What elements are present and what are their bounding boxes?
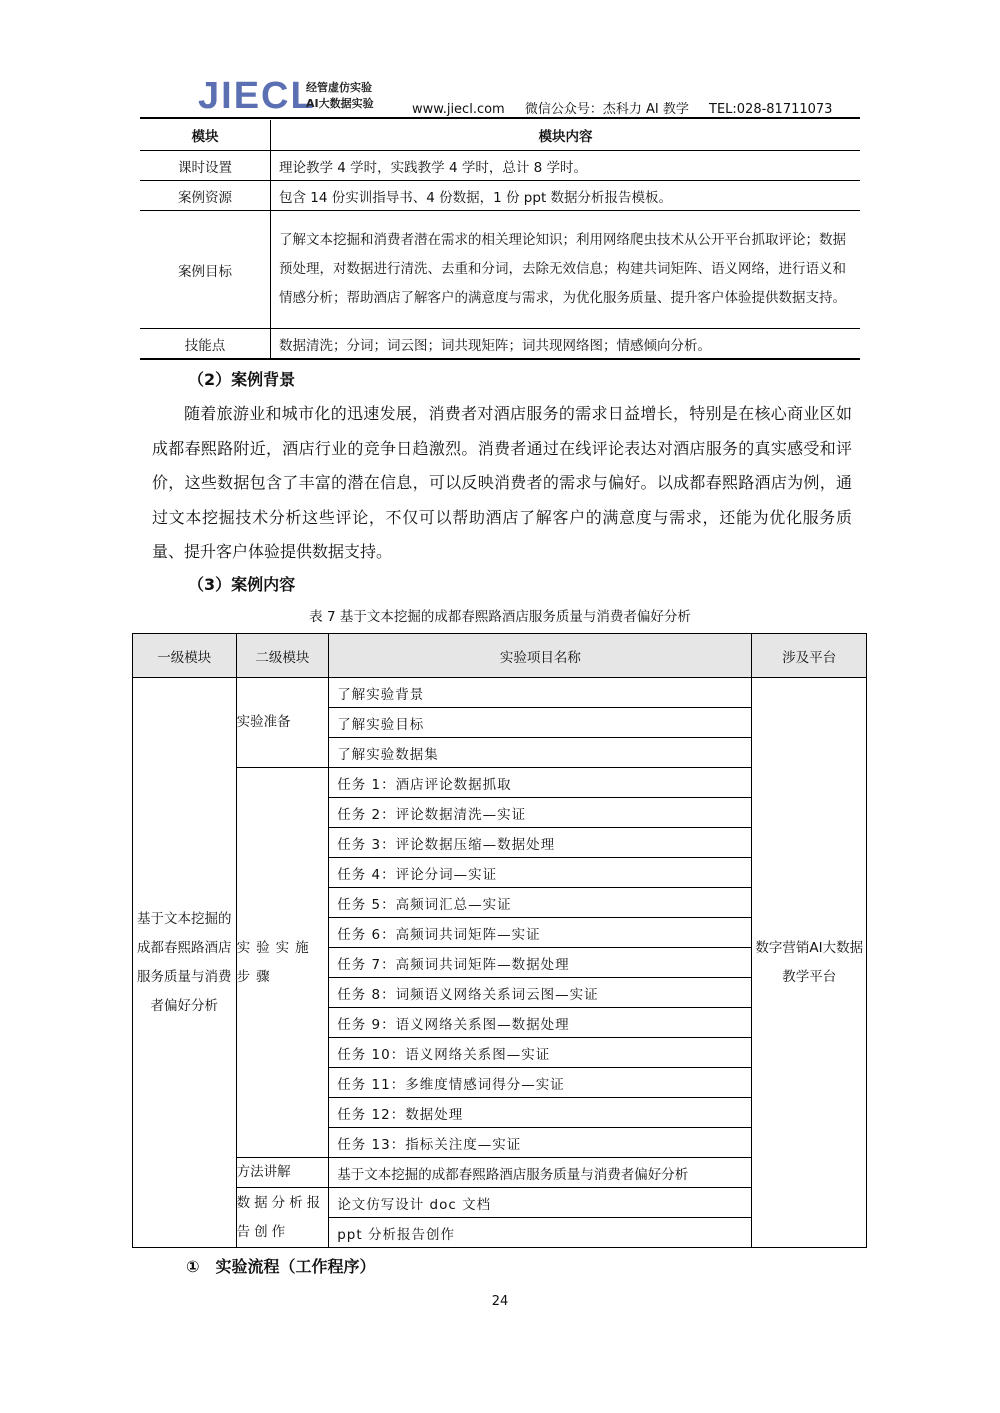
project-cell: 论文仿写设计 doc 文档 [329,1188,752,1218]
header-rule [140,117,860,119]
project-cell: 任务 5：高频词汇总—实证 [329,888,752,918]
content-cell: 了解文本挖掘和消费者潜在需求的相关理论知识；利用网络爬虫技术从公开平台抓取评论；数据预处理，对数据进行清洗、去重和分词，去除无效信息；构建共词矩阵、语义网络，进行语义和情感分析；帮助酒店了解客户的满意度与需求，为优化服务质量、提升客户体验提供数据支持。 [271,211,861,329]
level2-module-cell: 数据分析报告创作 [236,1188,329,1248]
project-cell: 任务 11：多维度情感词得分—实证 [329,1068,752,1098]
module-table-row [140,151,860,181]
logo-wordmark: JIECL [198,75,316,117]
step-heading: ① 实验流程（工作程序） [186,1257,376,1276]
header-contact [412,98,848,117]
module-cell: 案例目标 [140,211,271,329]
project-cell: 了解实验目标 [329,708,752,738]
project-cell: 任务 6：高频词共词矩阵—实证 [329,918,752,948]
page-number: 24 [491,1294,509,1309]
project-cell: 任务 1：酒店评论数据抓取 [329,768,752,798]
level1-module-cell: 基于文本挖掘的成都春熙路酒店服务质量与消费者偏好分析 [133,678,237,1248]
header-wechat: 微信公众号：杰科力 AI 教学 [524,102,689,117]
project-cell: 任务 12：数据处理 [329,1098,752,1128]
header-level1: 一级模块 [133,634,237,678]
project-cell: 了解实验背景 [329,678,752,708]
project-cell: 任务 4：评论分词—实证 [329,858,752,888]
module-cell: 技能点 [140,329,271,360]
module-cell: 课时设置 [140,151,271,181]
project-cell: 基于文本挖掘的成都春熙路酒店服务质量与消费者偏好分析 [329,1158,752,1188]
module-table-header-module: 模块 [140,120,271,151]
background-paragraph: 随着旅游业和城市化的迅速发展，消费者对酒店服务的需求日益增长，特别是在核心商业区如成都春熙路附近，酒店行业的竞争日趋激烈。消费者通过在线评论表达对酒店服务的真实感受和评价，这些数据包含了丰富的潜在信息，可以反映消费者的需求与偏好。以成都春熙路酒店为例，通过文本挖掘技术分析这些评论，不仅可以帮助酒店了解客户的满意度与需求，还能为优化服务质量、提升客户体验提供数据支持。 [152,404,852,561]
level2-module-cell: 实验准备 [236,678,329,768]
module-table [140,120,860,360]
module-table-header-content: 模块内容 [271,120,861,151]
module-cell: 案例资源 [140,181,271,211]
project-cell: 任务 10：语义网络关系图—实证 [329,1038,752,1068]
project-cell: 任务 7：高频词共词矩阵—数据处理 [329,948,752,978]
content-cell: 数据清洗；分词；词云图；词共现矩阵；词共现网络图；情感倾向分析。 [271,329,861,360]
project-cell: 任务 2：评论数据清洗—实证 [329,798,752,828]
project-cell: 任务 3：评论数据压缩—数据处理 [329,828,752,858]
module-table-row [140,211,860,329]
logo-subtitle [306,80,374,112]
project-cell: 任务 13：指标关注度—实证 [329,1128,752,1158]
module-table-row [140,329,860,360]
table-row [133,678,867,708]
header-project-name: 实验项目名称 [329,634,752,678]
section-heading-content: （3）案例内容 [188,575,296,594]
level2-module-cell: 方法讲解 [236,1158,329,1188]
header-level2: 二级模块 [236,634,329,678]
table-caption: 表 7 基于文本挖掘的成都春熙路酒店服务质量与消费者偏好分析 [309,609,691,625]
content-cell: 包含 14 份实训指导书、4 份数据，1 份 ppt 数据分析报告模板。 [271,181,861,211]
platform-cell: 数字营销AI大数据教学平台 [752,678,867,1248]
section-heading-background: （2）案例背景 [188,370,296,389]
project-cell: 任务 8：词频语义网络关系词云图—实证 [329,978,752,1008]
level2-module-cell: 实验实施步骤 [236,768,329,1158]
header-platform: 涉及平台 [752,634,867,678]
project-cell: 了解实验数据集 [329,738,752,768]
logo-subtitle-line2: AI大数据实验 [306,97,374,110]
project-cell: ppt 分析报告创作 [329,1218,752,1248]
logo-subtitle-line1: 经管虚仿实验 [306,81,372,94]
project-cell: 任务 9：语义网络关系图—数据处理 [329,1008,752,1038]
experiment-table [132,633,867,1248]
module-table-row [140,181,860,211]
content-cell: 理论教学 4 学时，实践教学 4 学时，总计 8 学时。 [271,151,861,181]
header-website: www.jiecl.com [412,102,505,117]
header-tel: TEL:028-81711073 [709,102,833,117]
